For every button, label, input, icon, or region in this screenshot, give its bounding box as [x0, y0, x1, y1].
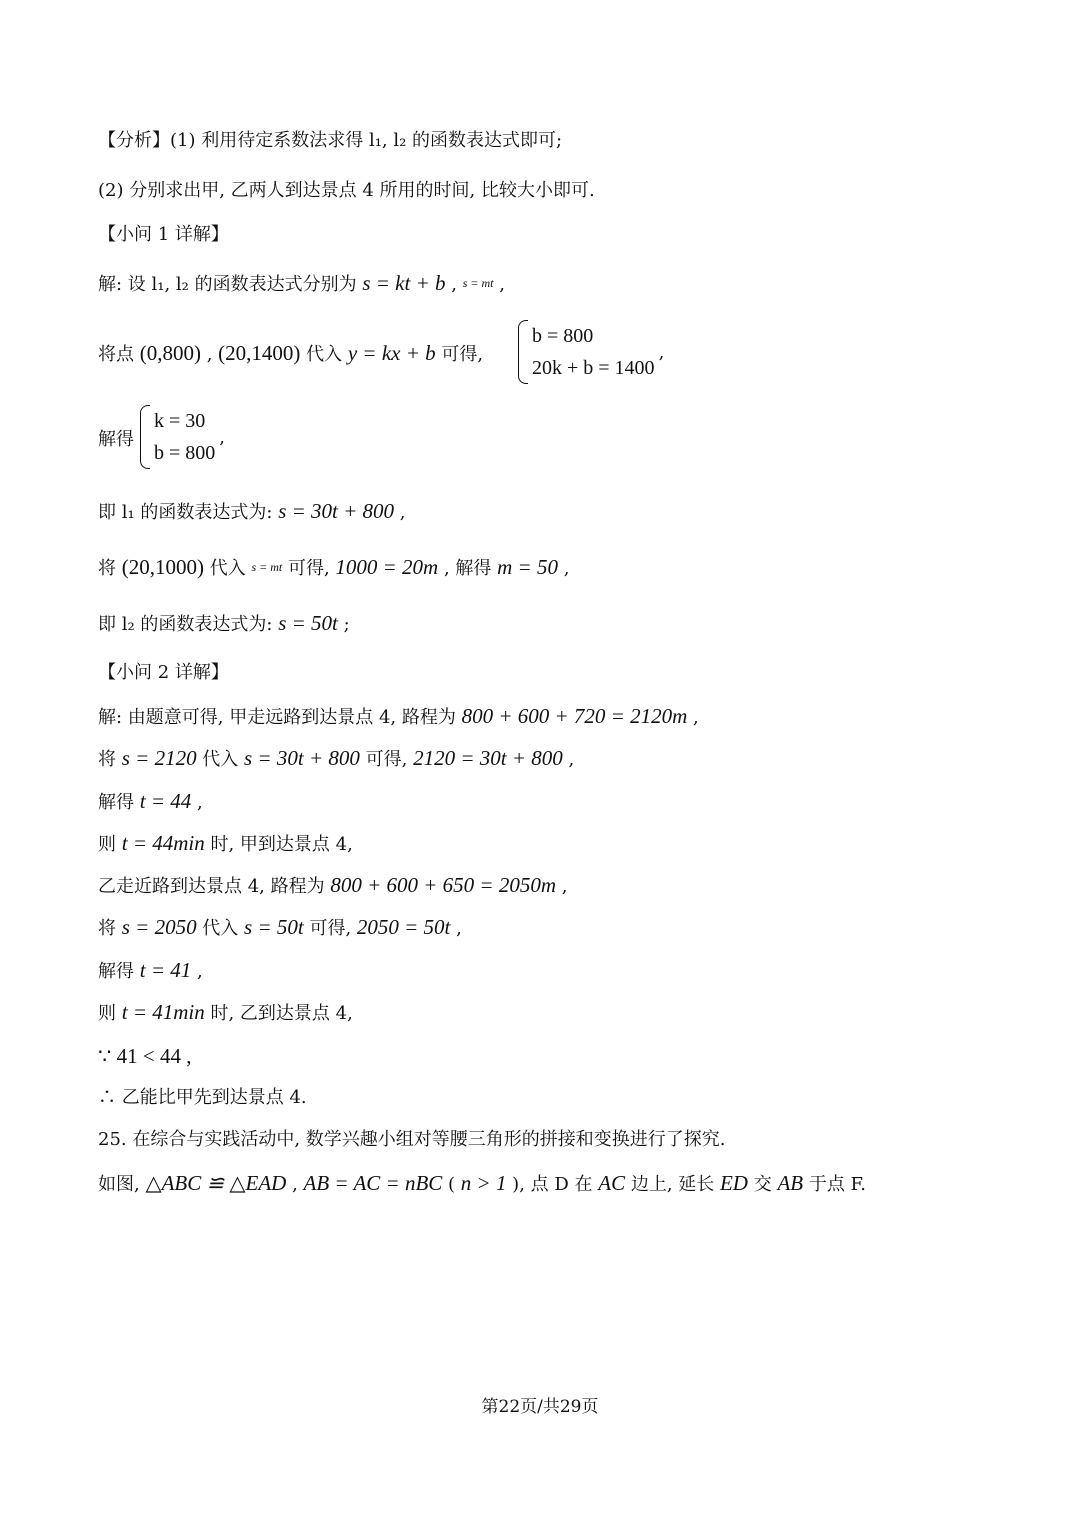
text: ∵ 41 < 44 , — [98, 1044, 192, 1068]
text: 将 — [98, 558, 122, 579]
equation: 20k + b = 1400 — [532, 357, 655, 379]
text: , — [200, 344, 219, 365]
text: , — [556, 876, 568, 897]
text: 将 — [98, 749, 122, 770]
text: 如图, — [98, 1174, 146, 1195]
text: 【小问 1 详解】 — [98, 224, 229, 245]
substitution-line — [98, 340, 483, 368]
comparison-line — [98, 1043, 191, 1069]
formula: s = 2120 — [121, 746, 197, 770]
formula: s = 2050 — [121, 915, 197, 939]
text: , — [191, 792, 203, 813]
formula: s = mt — [251, 560, 283, 574]
solution-line-3 — [98, 872, 567, 900]
text: , — [562, 749, 575, 770]
formula: t = 44 — [139, 789, 192, 813]
text: 于点 F. — [803, 1174, 866, 1195]
solve-line — [98, 427, 134, 453]
formula: (20,1400) — [218, 341, 301, 365]
formula: 1000 = 20m — [335, 555, 439, 579]
brace-icon — [518, 320, 528, 384]
text: ( — [442, 1174, 461, 1195]
formula: n > 1 — [460, 1171, 507, 1195]
text: , — [286, 1174, 304, 1195]
text: , — [191, 961, 203, 982]
text: 时, 甲到达景点 4, — [204, 834, 353, 855]
formula: s = 50t — [244, 915, 304, 939]
text: , — [557, 558, 570, 579]
text: 解得 — [98, 961, 140, 982]
text: 乙走近路到达景点 4, 路程为 — [98, 876, 331, 897]
brace-icon — [140, 405, 150, 469]
formula: (0,800) — [139, 341, 201, 365]
formula: (20,1000) — [121, 555, 204, 579]
analysis-line-2 — [98, 178, 595, 204]
substitution-line-4 — [98, 914, 462, 942]
text: , — [219, 426, 226, 448]
text: (2) 分别求出甲, 乙两人到达景点 4 所用的时间, 比较大小即可. — [98, 180, 595, 201]
text: 可得, — [282, 558, 336, 579]
result-line — [98, 788, 203, 816]
analysis-line — [98, 128, 562, 154]
equation: k = 30 — [154, 410, 206, 432]
formula: 800 + 600 + 650 = 2050m — [330, 873, 557, 897]
subquestion-1-heading — [98, 222, 229, 248]
text: , 解得 — [438, 558, 498, 579]
text: 将点 — [98, 344, 140, 365]
l1-expression-line — [98, 498, 406, 526]
text: 可得, — [435, 344, 484, 365]
solution-line — [98, 270, 505, 298]
conclusion-line-2 — [98, 999, 353, 1027]
text: ∴ 乙能比甲先到达景点 4. — [98, 1087, 307, 1108]
text: 解: 设 l₁, l₂ 的函数表达式分别为 — [98, 274, 363, 295]
text: , — [493, 274, 505, 295]
final-conclusion-line — [98, 1085, 307, 1111]
formula: AB = AC = nBC — [303, 1171, 443, 1195]
formula: 2050 = 50t — [356, 915, 451, 939]
text: 【分析】(1) 利用待定系数法求得 l₁, l₂ 的函数表达式即可; — [98, 130, 563, 151]
formula: s = mt — [462, 276, 494, 290]
l2-expression-line — [98, 610, 350, 638]
text: 时, 乙到达景点 4, — [204, 1003, 353, 1024]
substitution-line-3 — [98, 745, 574, 773]
solution-line-2 — [98, 703, 699, 731]
question-25-statement — [98, 1170, 866, 1198]
formula: s = 30t + 800 — [244, 746, 360, 770]
formula: 2120 = 30t + 800 — [413, 746, 563, 770]
text: , — [450, 918, 462, 939]
text: 代入 — [203, 558, 252, 579]
equation: b = 800 — [532, 325, 594, 347]
formula: t = 41 — [139, 958, 192, 982]
text: 解: 由题意可得, 甲走远路到达景点 4, 路程为 — [98, 707, 462, 728]
text: 将 — [98, 918, 122, 939]
text: 即 l₁ 的函数表达式为: — [98, 502, 279, 523]
text: , — [658, 341, 665, 363]
text: , — [394, 502, 406, 523]
text: 【小问 2 详解】 — [98, 662, 229, 683]
formula: s = 30t + 800 — [278, 499, 395, 523]
formula: 800 + 600 + 720 = 2120m — [461, 704, 688, 728]
text: 代入 — [300, 344, 348, 365]
text: ; — [337, 614, 350, 635]
equation-system-1 — [518, 320, 664, 384]
formula: y = kx + b — [347, 341, 436, 365]
text: 25. 在综合与实践活动中, 数学兴趣小组对等腰三角形的拼接和变换进行了探究. — [98, 1129, 726, 1150]
formula: t = 41min — [121, 1000, 205, 1024]
text: 可得, — [359, 749, 414, 770]
text: ), 点 D 在 — [506, 1174, 599, 1195]
formula: s = kt + b — [362, 271, 446, 295]
text: 边上, 延长 — [625, 1174, 720, 1195]
text: 则 — [98, 834, 122, 855]
question-25-line — [98, 1127, 726, 1153]
formula: AB — [777, 1171, 804, 1195]
text: 解得 — [98, 429, 134, 450]
equation-system-2 — [140, 405, 225, 469]
text: 则 — [98, 1003, 122, 1024]
equation: b = 800 — [154, 442, 216, 464]
text: , — [445, 274, 463, 295]
page-number-footer: 第22页/共29页 — [481, 1397, 599, 1417]
text: 代入 — [196, 749, 245, 770]
text: 代入 — [196, 918, 245, 939]
result-line-2 — [98, 957, 203, 985]
text: , — [687, 707, 699, 728]
formula: △ABC ≌ △EAD — [145, 1171, 287, 1195]
text: 即 l₂ 的函数表达式为: — [98, 614, 279, 635]
formula: m = 50 — [497, 555, 558, 579]
formula: t = 44min — [121, 831, 205, 855]
formula: ED — [719, 1171, 748, 1195]
text: 解得 — [98, 792, 140, 813]
formula: s = 50t — [278, 611, 338, 635]
text: 可得, — [303, 918, 357, 939]
conclusion-line — [98, 830, 353, 858]
substitution-line-2 — [98, 554, 569, 582]
subquestion-2-heading — [98, 660, 229, 686]
formula: AC — [598, 1171, 626, 1195]
text: 交 — [747, 1174, 778, 1195]
